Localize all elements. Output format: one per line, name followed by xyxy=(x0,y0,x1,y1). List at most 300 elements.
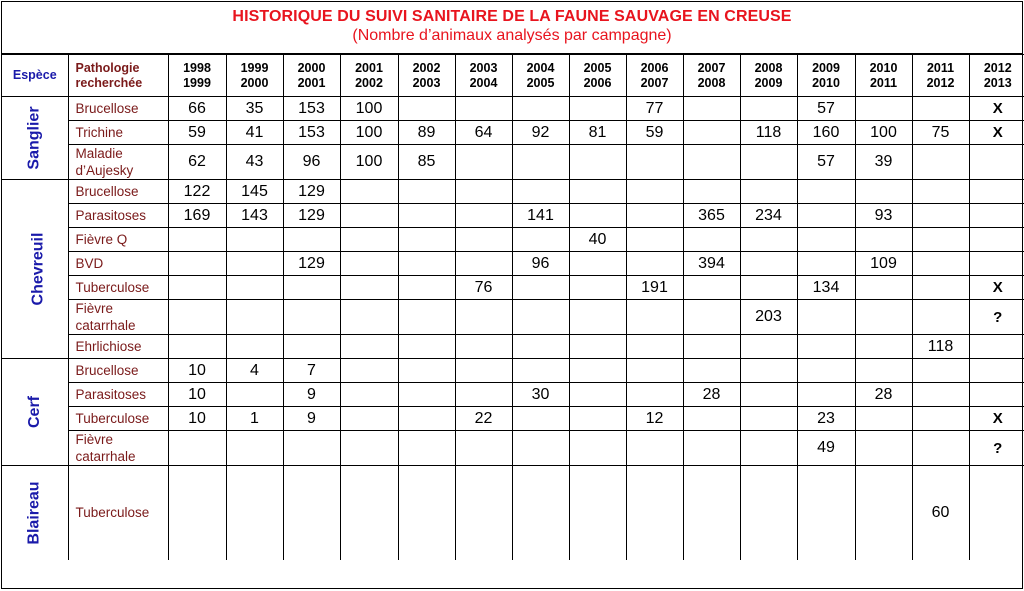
table-row xyxy=(2,121,1024,145)
value-cell xyxy=(569,145,626,180)
value-cell: 96 xyxy=(283,145,340,180)
value-cell xyxy=(226,466,283,560)
value-cell xyxy=(398,335,455,359)
value-cell: 10 xyxy=(168,407,226,431)
value-cell xyxy=(168,276,226,300)
value-cell xyxy=(797,359,855,383)
value-cell xyxy=(455,228,512,252)
value-cell xyxy=(512,145,569,180)
value-cell: 92 xyxy=(512,121,569,145)
value-cell: 4 xyxy=(226,359,283,383)
value-cell: 203 xyxy=(740,300,797,335)
header-year-2 xyxy=(283,55,340,97)
value-cell xyxy=(912,431,969,466)
value-cell: 100 xyxy=(855,121,912,145)
value-cell xyxy=(740,97,797,121)
value-cell xyxy=(340,431,398,466)
value-cell: 134 xyxy=(797,276,855,300)
table-row xyxy=(2,407,1024,431)
value-cell: 28 xyxy=(683,383,740,407)
value-cell xyxy=(398,97,455,121)
value-cell xyxy=(626,145,683,180)
value-cell xyxy=(740,407,797,431)
value-cell: 22 xyxy=(455,407,512,431)
value-cell xyxy=(740,252,797,276)
value-cell: 76 xyxy=(455,276,512,300)
value-cell xyxy=(398,407,455,431)
value-cell xyxy=(797,300,855,335)
value-cell xyxy=(283,431,340,466)
header-year-0 xyxy=(168,55,226,97)
pathologie-cell: Fièvre catarrhale xyxy=(68,431,168,466)
value-cell: 10 xyxy=(168,383,226,407)
value-cell: 49 xyxy=(797,431,855,466)
pathologie-cell: Parasitoses xyxy=(68,383,168,407)
value-cell xyxy=(398,228,455,252)
value-cell: 59 xyxy=(626,121,683,145)
value-cell xyxy=(797,383,855,407)
value-cell xyxy=(683,359,740,383)
header-year-9 xyxy=(683,55,740,97)
value-cell xyxy=(912,145,969,180)
value-cell xyxy=(912,383,969,407)
page-title: HISTORIQUE DU SUIVI SANITAIRE DE LA FAUNE SAUVAGE EN CREUSE xyxy=(2,2,1022,26)
value-cell xyxy=(340,335,398,359)
species-label: Cerf xyxy=(26,396,44,428)
header-pathologie-line1: Pathologie xyxy=(76,61,168,76)
value-cell xyxy=(512,97,569,121)
header-year-line: 1999 xyxy=(169,76,226,91)
header-year-12 xyxy=(855,55,912,97)
value-cell xyxy=(226,252,283,276)
pathologie-cell: Fièvre Q xyxy=(68,228,168,252)
header-year-line: 2008 xyxy=(741,61,797,76)
value-cell xyxy=(569,300,626,335)
value-cell xyxy=(969,252,1024,276)
pathologie-cell: BVD xyxy=(68,252,168,276)
species-label: Blaireau xyxy=(26,481,44,544)
value-cell xyxy=(683,180,740,204)
header-year-line: 2003 xyxy=(456,61,512,76)
value-cell xyxy=(740,180,797,204)
table-row xyxy=(2,383,1024,407)
value-cell xyxy=(969,204,1024,228)
value-cell: 118 xyxy=(740,121,797,145)
header-year-line: 2012 xyxy=(970,61,1024,76)
value-cell xyxy=(340,180,398,204)
value-cell xyxy=(912,252,969,276)
header-year-8 xyxy=(626,55,683,97)
table-row xyxy=(2,359,1024,383)
value-cell: 96 xyxy=(512,252,569,276)
value-cell: 118 xyxy=(912,335,969,359)
value-cell: X xyxy=(969,276,1024,300)
value-cell: 394 xyxy=(683,252,740,276)
value-cell xyxy=(398,383,455,407)
value-cell xyxy=(912,300,969,335)
value-cell xyxy=(455,300,512,335)
header-year-line: 2001 xyxy=(284,76,340,91)
table-row xyxy=(2,180,1024,204)
header-year-line: 2001 xyxy=(341,61,398,76)
value-cell xyxy=(626,228,683,252)
value-cell: 23 xyxy=(797,407,855,431)
header-year-line: 2000 xyxy=(284,61,340,76)
header-year-6 xyxy=(512,55,569,97)
value-cell xyxy=(683,335,740,359)
species-label: Sanglier xyxy=(26,106,44,169)
value-cell xyxy=(569,180,626,204)
value-cell xyxy=(797,335,855,359)
value-cell xyxy=(569,407,626,431)
value-cell xyxy=(855,431,912,466)
value-cell xyxy=(797,252,855,276)
value-cell: 30 xyxy=(512,383,569,407)
value-cell: 12 xyxy=(626,407,683,431)
header-year-line: 2011 xyxy=(913,61,969,76)
value-cell xyxy=(398,252,455,276)
header-year-line: 2007 xyxy=(684,61,740,76)
value-cell xyxy=(969,145,1024,180)
value-cell: 43 xyxy=(226,145,283,180)
header-year-1 xyxy=(226,55,283,97)
value-cell xyxy=(740,383,797,407)
value-cell xyxy=(912,359,969,383)
header-year-4 xyxy=(398,55,455,97)
value-cell xyxy=(912,97,969,121)
value-cell xyxy=(168,431,226,466)
table-row xyxy=(2,431,1024,466)
value-cell xyxy=(626,383,683,407)
header-year-line: 2006 xyxy=(627,61,683,76)
species-cell xyxy=(2,180,68,359)
value-cell: 143 xyxy=(226,204,283,228)
value-cell xyxy=(340,204,398,228)
value-cell xyxy=(512,359,569,383)
value-cell xyxy=(683,228,740,252)
value-cell xyxy=(855,228,912,252)
value-cell: 85 xyxy=(398,145,455,180)
pathologie-cell: Tuberculose xyxy=(68,466,168,560)
value-cell: 66 xyxy=(168,97,226,121)
value-cell: 57 xyxy=(797,145,855,180)
table-row xyxy=(2,252,1024,276)
header-pathologie-line2: recherchée xyxy=(76,76,168,91)
header-year-line: 2000 xyxy=(227,76,283,91)
value-cell: 28 xyxy=(855,383,912,407)
header-year-line: 2006 xyxy=(570,76,626,91)
value-cell xyxy=(455,252,512,276)
value-cell: 100 xyxy=(340,97,398,121)
value-cell xyxy=(626,300,683,335)
value-cell xyxy=(569,252,626,276)
value-cell xyxy=(855,97,912,121)
value-cell xyxy=(626,252,683,276)
value-cell xyxy=(740,431,797,466)
value-cell: 153 xyxy=(283,97,340,121)
value-cell xyxy=(969,383,1024,407)
value-cell xyxy=(855,300,912,335)
value-cell: 9 xyxy=(283,383,340,407)
value-cell xyxy=(797,228,855,252)
value-cell xyxy=(740,145,797,180)
value-cell: 109 xyxy=(855,252,912,276)
value-cell xyxy=(340,252,398,276)
value-cell xyxy=(569,97,626,121)
header-espece: Espèce xyxy=(2,55,68,97)
value-cell xyxy=(455,383,512,407)
value-cell xyxy=(455,335,512,359)
value-cell xyxy=(683,431,740,466)
value-cell xyxy=(569,431,626,466)
table-row xyxy=(2,276,1024,300)
table-row xyxy=(2,300,1024,335)
pathologie-cell: Brucellose xyxy=(68,180,168,204)
table-row xyxy=(2,204,1024,228)
pathologie-cell: Maladie d’Aujesky xyxy=(68,145,168,180)
header-year-line: 2012 xyxy=(913,76,969,91)
header-year-13 xyxy=(912,55,969,97)
header-year-7 xyxy=(569,55,626,97)
value-cell xyxy=(797,466,855,560)
value-cell xyxy=(168,466,226,560)
value-cell xyxy=(226,383,283,407)
value-cell xyxy=(455,145,512,180)
value-cell: 62 xyxy=(168,145,226,180)
value-cell: 129 xyxy=(283,180,340,204)
value-cell: 93 xyxy=(855,204,912,228)
value-cell: 9 xyxy=(283,407,340,431)
value-cell: 1 xyxy=(226,407,283,431)
value-cell xyxy=(569,204,626,228)
header-year-line: 2005 xyxy=(513,76,569,91)
header-year-line: 2004 xyxy=(513,61,569,76)
value-cell: 10 xyxy=(168,359,226,383)
value-cell xyxy=(740,466,797,560)
value-cell xyxy=(626,204,683,228)
value-cell xyxy=(740,276,797,300)
value-cell xyxy=(626,466,683,560)
value-cell xyxy=(626,180,683,204)
header-year-line: 2005 xyxy=(570,61,626,76)
value-cell xyxy=(226,228,283,252)
value-cell xyxy=(855,335,912,359)
value-cell xyxy=(168,300,226,335)
pathologie-cell: Trichine xyxy=(68,121,168,145)
value-cell xyxy=(283,466,340,560)
header-year-line: 2011 xyxy=(856,76,912,91)
header-year-line: 1998 xyxy=(169,61,226,76)
value-cell xyxy=(569,383,626,407)
value-cell: 169 xyxy=(168,204,226,228)
value-cell xyxy=(398,204,455,228)
value-cell xyxy=(683,145,740,180)
value-cell xyxy=(168,228,226,252)
value-cell xyxy=(340,466,398,560)
value-cell xyxy=(340,276,398,300)
value-cell xyxy=(969,180,1024,204)
value-cell xyxy=(512,407,569,431)
value-cell xyxy=(455,204,512,228)
value-cell xyxy=(512,276,569,300)
value-cell xyxy=(283,228,340,252)
value-cell xyxy=(569,276,626,300)
value-cell xyxy=(168,335,226,359)
value-cell xyxy=(398,359,455,383)
value-cell xyxy=(683,407,740,431)
pathologie-cell: Tuberculose xyxy=(68,276,168,300)
value-cell xyxy=(455,359,512,383)
value-cell xyxy=(626,359,683,383)
value-cell: 153 xyxy=(283,121,340,145)
header-pathologie xyxy=(68,55,168,97)
value-cell xyxy=(512,180,569,204)
value-cell: ? xyxy=(969,300,1024,335)
value-cell: 81 xyxy=(569,121,626,145)
value-cell xyxy=(398,466,455,560)
value-cell xyxy=(512,300,569,335)
value-cell xyxy=(340,228,398,252)
data-table xyxy=(2,54,1024,560)
value-cell xyxy=(398,300,455,335)
value-cell xyxy=(569,335,626,359)
value-cell xyxy=(969,359,1024,383)
table-body xyxy=(2,97,1024,560)
table-row xyxy=(2,228,1024,252)
value-cell: 129 xyxy=(283,204,340,228)
header-row xyxy=(2,55,1024,97)
value-cell xyxy=(512,335,569,359)
value-cell xyxy=(398,276,455,300)
value-cell: 191 xyxy=(626,276,683,300)
header-year-line: 2002 xyxy=(341,76,398,91)
header-year-line: 2010 xyxy=(798,76,855,91)
value-cell xyxy=(912,228,969,252)
value-cell xyxy=(340,359,398,383)
value-cell xyxy=(969,228,1024,252)
pathologie-cell: Fièvre catarrhale xyxy=(68,300,168,335)
value-cell: X xyxy=(969,121,1024,145)
header-year-line: 2009 xyxy=(741,76,797,91)
value-cell: 100 xyxy=(340,121,398,145)
value-cell xyxy=(626,431,683,466)
value-cell xyxy=(683,300,740,335)
value-cell: 89 xyxy=(398,121,455,145)
value-cell xyxy=(512,431,569,466)
table-row xyxy=(2,145,1024,180)
header-year-line: 2004 xyxy=(456,76,512,91)
value-cell: 77 xyxy=(626,97,683,121)
value-cell xyxy=(398,431,455,466)
value-cell: 100 xyxy=(340,145,398,180)
value-cell xyxy=(455,180,512,204)
value-cell xyxy=(855,407,912,431)
value-cell xyxy=(226,276,283,300)
header-year-line: 2003 xyxy=(399,76,455,91)
species-cell xyxy=(2,466,68,560)
value-cell xyxy=(797,180,855,204)
value-cell xyxy=(969,335,1024,359)
value-cell xyxy=(683,121,740,145)
value-cell xyxy=(283,300,340,335)
header-year-5 xyxy=(455,55,512,97)
value-cell: 141 xyxy=(512,204,569,228)
value-cell xyxy=(168,252,226,276)
pathologie-cell: Parasitoses xyxy=(68,204,168,228)
value-cell xyxy=(455,431,512,466)
value-cell xyxy=(912,276,969,300)
value-cell: ? xyxy=(969,431,1024,466)
value-cell xyxy=(912,180,969,204)
header-year-line: 2007 xyxy=(627,76,683,91)
value-cell xyxy=(569,359,626,383)
value-cell: 160 xyxy=(797,121,855,145)
value-cell: 59 xyxy=(168,121,226,145)
header-year-line: 2010 xyxy=(856,61,912,76)
value-cell: 39 xyxy=(855,145,912,180)
value-cell xyxy=(912,204,969,228)
value-cell xyxy=(855,359,912,383)
header-year-10 xyxy=(740,55,797,97)
value-cell xyxy=(455,97,512,121)
value-cell xyxy=(226,431,283,466)
value-cell: 41 xyxy=(226,121,283,145)
header-year-line: 2002 xyxy=(399,61,455,76)
species-label: Chevreuil xyxy=(29,233,47,306)
value-cell xyxy=(226,300,283,335)
value-cell: 7 xyxy=(283,359,340,383)
value-cell: 145 xyxy=(226,180,283,204)
value-cell: 35 xyxy=(226,97,283,121)
value-cell xyxy=(855,276,912,300)
value-cell xyxy=(283,335,340,359)
value-cell xyxy=(455,466,512,560)
document-page xyxy=(1,1,1023,589)
table-row xyxy=(2,97,1024,121)
value-cell: X xyxy=(969,97,1024,121)
pathologie-cell: Brucellose xyxy=(68,359,168,383)
value-cell: X xyxy=(969,407,1024,431)
pathologie-cell: Tuberculose xyxy=(68,407,168,431)
header-year-11 xyxy=(797,55,855,97)
value-cell: 129 xyxy=(283,252,340,276)
value-cell xyxy=(626,335,683,359)
value-cell xyxy=(855,180,912,204)
value-cell xyxy=(683,276,740,300)
value-cell: 60 xyxy=(912,466,969,560)
page-subtitle: (Nombre d’animaux analysés par campagne) xyxy=(2,27,1022,45)
table-row xyxy=(2,335,1024,359)
value-cell xyxy=(512,228,569,252)
value-cell: 234 xyxy=(740,204,797,228)
value-cell: 57 xyxy=(797,97,855,121)
header-year-3 xyxy=(340,55,398,97)
species-cell xyxy=(2,97,68,180)
header-year-line: 1999 xyxy=(227,61,283,76)
value-cell xyxy=(683,466,740,560)
header-year-14 xyxy=(969,55,1024,97)
header-year-line: 2009 xyxy=(798,61,855,76)
value-cell xyxy=(740,359,797,383)
value-cell xyxy=(740,335,797,359)
header-year-line: 2008 xyxy=(684,76,740,91)
value-cell: 40 xyxy=(569,228,626,252)
value-cell: 365 xyxy=(683,204,740,228)
title-block xyxy=(2,2,1022,54)
value-cell xyxy=(969,466,1024,560)
value-cell: 122 xyxy=(168,180,226,204)
table-row xyxy=(2,466,1024,560)
